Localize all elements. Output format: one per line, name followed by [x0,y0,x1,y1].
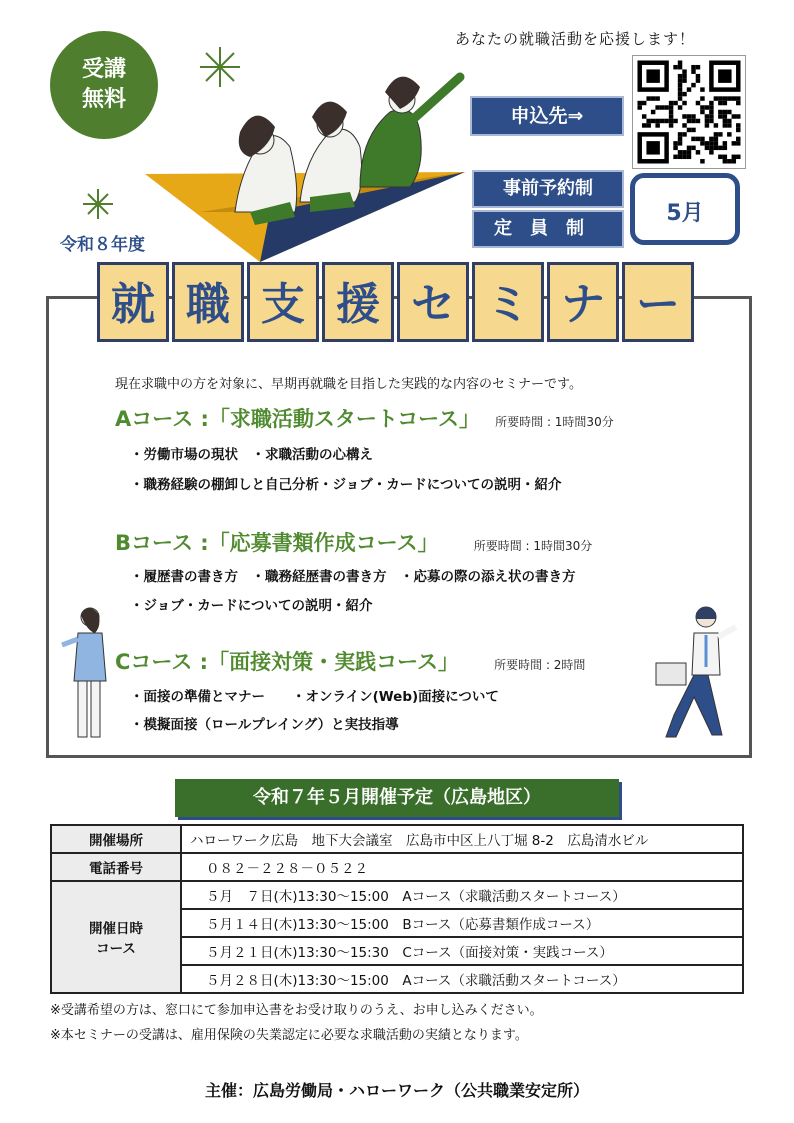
man-illustration [650,605,742,743]
intro-text: 現在求職中の方を対象に、早期再就職を目指した実践的な内容のセミナーです。 [115,377,582,392]
month-label: 5月 [630,173,740,245]
table-row [51,825,743,853]
table-row [51,853,743,881]
course-c-title: Cコース :「面接対策・実践コース」 [115,650,460,674]
apply-label: 申込先⇒ [470,96,624,136]
course-a-item-2: ・職務経験の棚卸しと自己分析・ジョブ・カードについての説明・紹介 [130,477,562,493]
title-char: ー [622,262,694,342]
badge-line-2: 無料 [81,87,126,112]
note-2: ※本セミナーの受講は、雇用保険の失業認定に必要な求職活動の実績となります。 [50,1028,528,1043]
course-a-item-1: ・労働市場の現状 ・求職活動の心構え [130,447,373,463]
date-row-1: ５月 ７日(木)13:30～15:00 Aコース（求職活動スタートコース） [181,881,743,909]
schedule-title: 令和７年５月開催予定（広島地区） [175,779,619,817]
qr-code[interactable] [632,55,746,169]
dates-label-2: コース [96,941,136,957]
course-c-item-1: ・面接の準備とマナー ・オンライン(Web)面接について [130,689,499,705]
phone-value: ０８２－２２８－０５２２ [181,853,743,881]
table-row [51,881,743,909]
venue-label: 開催場所 [51,825,181,853]
course-b-title: Bコース :「応募書類作成コース」 [115,531,439,555]
course-b-item-1: ・履歴書の書き方 ・職務経歴書の書き方 ・応募の際の添え状の書き方 [130,569,576,585]
woman-illustration [58,605,120,743]
date-row-3: ５月２１日(木)13:30～15:30 Cコース（面接対策・実践コース） [181,937,743,965]
note-1: ※受講希望の方は、窓口にて参加申込書をお受け取りのうえ、お申し込みください。 [50,1003,543,1018]
organizer-footer: 主催：広島労働局・ハローワーク（公共職業安定所） [204,1081,589,1100]
course-b-item-2: ・ジョブ・カードについての説明・紹介 [130,598,373,614]
phone-label: 電話番号 [51,853,181,881]
badge-line-1: 受講 [81,57,126,82]
course-a-title: Aコース :「求職活動スタートコース」 [115,407,481,431]
course-a-duration: 所要時間 : 1時間30分 [495,415,614,429]
date-row-2: ５月１４日(木)13:30～15:00 Bコース（応募書類作成コース） [181,909,743,937]
fiscal-year-label: 令和８年度 [60,235,145,255]
title-char: 支 [247,262,319,342]
tagline: あなたの就職活動を応援します！ [455,30,696,48]
title-char: 就 [97,262,169,342]
title-char: ナ [547,262,619,342]
title-char: セ [397,262,469,342]
title-char: ミ [472,262,544,342]
course-b-duration: 所要時間 : 1時間30分 [473,539,593,553]
course-c-item-2: ・模擬面接（ロールプレイング）と実技指導 [130,717,399,733]
capacity-label: 定員制 [472,210,624,248]
course-b [115,527,592,557]
dates-label-1: 開催日時 [89,921,143,937]
date-row-4: ５月２８日(木)13:30～15:00 Aコース（求職活動スタートコース） [181,965,743,993]
course-c-duration: 所要時間 : 2時間 [494,658,586,672]
dates-label [51,881,181,993]
reservation-label: 事前予約制 [472,170,624,208]
title-char: 援 [322,262,394,342]
schedule-table [50,824,744,994]
course-a [115,403,614,433]
sparkle-icon-small [80,186,116,222]
course-c [115,646,585,676]
venue-value: ハローワーク広島 地下大会議室 広島市中区上八丁堀 8-2 広島清水ビル [181,825,743,853]
seminar-title [97,262,697,342]
title-char: 職 [172,262,244,342]
paper-plane-illustration [140,62,470,267]
